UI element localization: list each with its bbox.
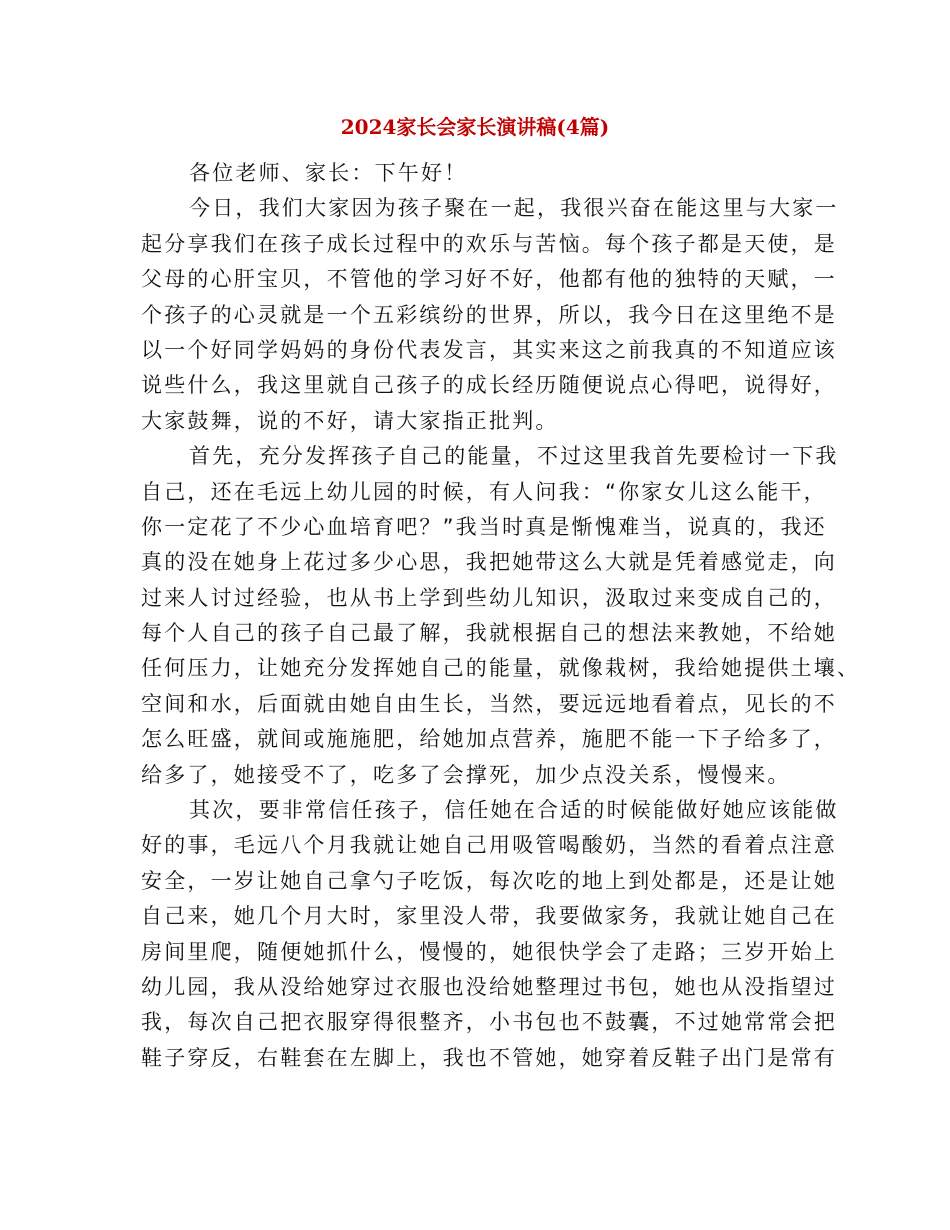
document-title: 2024家长会家长演讲稿(4篇) (340, 115, 610, 139)
text-line: 首先，充分发挥孩子自己的能量，不过这里我首先要检讨一下我 (189, 444, 839, 469)
text-line: 房间里爬，随便她抓什么，慢慢的，她很快学会了走路；三岁开始上 (141, 939, 837, 964)
text-line: 空间和水，后面就由她自由生长，当然，要远远地看着点，见长的不 (141, 691, 837, 716)
text-line: 父母的心肝宝贝，不管他的学习好不好，他都有他的独特的天赋，一 (141, 267, 837, 292)
text-line: 幼儿园，我从没给她穿过衣服也没给她整理过书包，她也从没指望过 (141, 974, 837, 999)
text-line: 以一个好同学妈妈的身份代表发言，其实来这之前我真的不知道应该 (141, 337, 837, 362)
text-line: 说些什么，我这里就自己孩子的成长经历随便说点心得吧，说得好， (141, 373, 837, 398)
text-line: 个孩子的心灵就是一个五彩缤纷的世界，所以，我今日在这里绝不是 (141, 302, 837, 327)
text-line: 怎么旺盛，就间或施施肥，给她加点营养，施肥不能一下子给多了， (141, 727, 837, 752)
text-line: 起分享我们在孩子成长过程中的欢乐与苦恼。每个孩子都是天使，是 (141, 231, 837, 256)
text-line: 给多了，她接受不了，吃多了会撑死，加少点没关系，慢慢来。 (141, 762, 791, 787)
document-body (141, 156, 861, 1076)
text-line: 你一定花了不少心血培育吧？”我当时真是惭愧难当，说真的，我还 (141, 514, 827, 539)
text-line: 大家鼓舞，说的不好，请大家指正批判。 (141, 408, 559, 433)
text-line: 真的没在她身上花过多少心思，我把她带这么大就是凭着感觉走，向 (141, 550, 837, 575)
text-line: 自己，还在毛远上幼儿园的时候，有人问我：“你家女儿这么能干， (141, 479, 827, 504)
text-line: 各位老师、家长：下午好！ (189, 161, 468, 185)
text-line: 今日，我们大家因为孩子聚在一起，我很兴奋在能这里与大家一 (189, 196, 839, 221)
text-line: 其次，要非常信任孩子，信任她在合适的时候能做好她应该能做 (189, 798, 839, 823)
text-line: 安全，一岁让她自己拿勺子吃饭，每次吃的地上到处都是，还是让她 (141, 868, 837, 893)
text-line: 任何压力，让她充分发挥她自己的能量，就像栽树，我给她提供土壤、 (141, 656, 861, 681)
text-line: 自己来，她几个月大时，家里没人带，我要做家务，我就让她自己在 (141, 904, 837, 929)
text-line: 每个人自己的孩子自己最了解，我就根据自己的想法来教她，不给她 (141, 621, 837, 646)
text-line: 鞋子穿反，右鞋套在左脚上，我也不管她，她穿着反鞋子出门是常有 (141, 1045, 837, 1070)
text-line: 我，每次自己把衣服穿得很整齐，小书包也不鼓囊，不过她常常会把 (141, 1010, 837, 1035)
text-line: 过来人讨过经验，也从书上学到些幼儿知识，汲取过来变成自己的， (141, 585, 837, 610)
text-line: 好的事，毛远八个月我就让她自己用吸管喝酸奶，当然的看着点注意 (141, 833, 837, 858)
